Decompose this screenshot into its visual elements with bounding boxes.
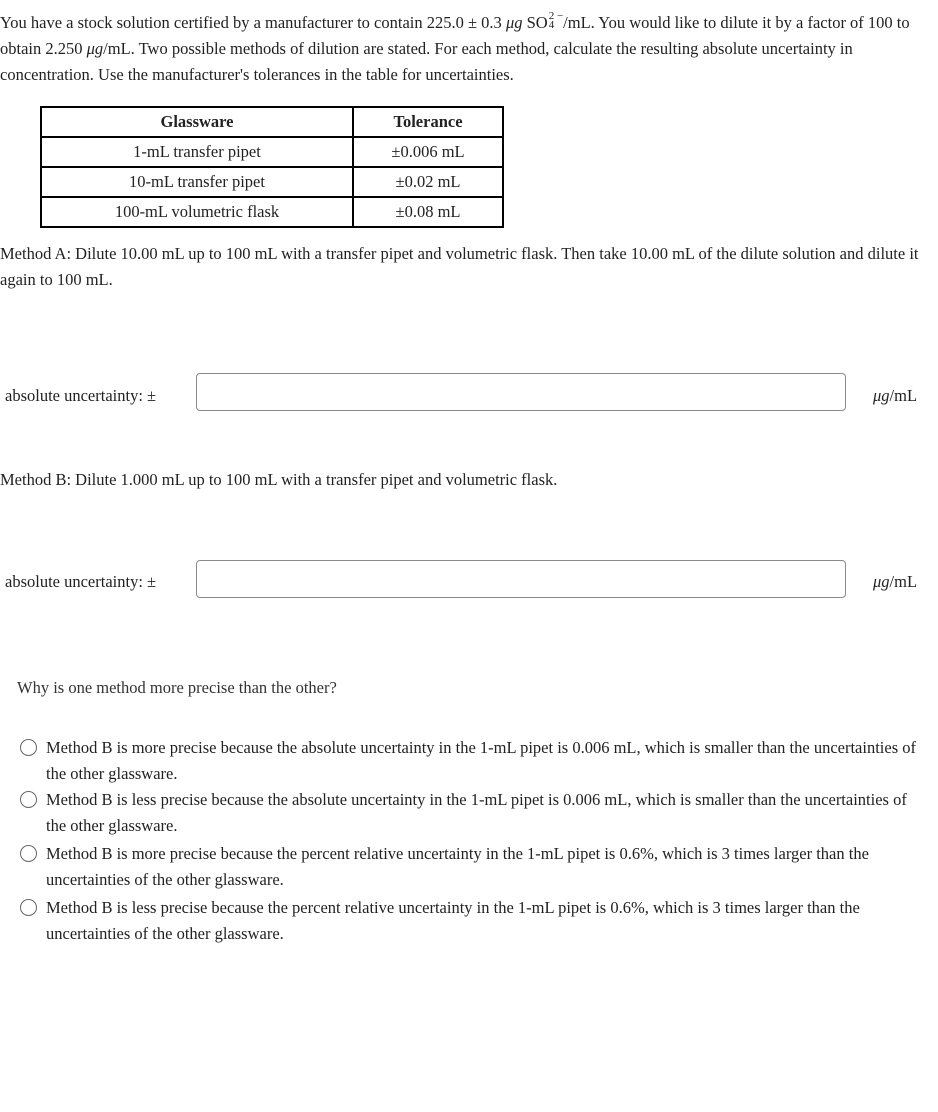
table-cell-glassware: 1-mL transfer pipet	[41, 137, 353, 167]
radio-button-3[interactable]	[20, 845, 37, 862]
method-b-uncertainty-input[interactable]	[196, 560, 846, 598]
answer-option-2-text: Method B is less precise because the absolute uncertainty in the 1-mL pipet is 0.006 mL, which is smaller than the uncertainties of the other glassware.	[46, 790, 907, 835]
answer-option-3-text: Method B is more precise because the percent relative uncertainty in the 1-mL pipet is 0.6%, which is 3 times larger than the uncertainties of the other glassware.	[46, 844, 869, 889]
table-header-glassware: Glassware	[41, 107, 353, 137]
method-b-unit-mu: μg	[873, 572, 890, 591]
method-b-description: Method B: Dilute 1.000 mL up to 100 mL with a transfer pipet and volumetric flask.	[0, 470, 558, 489]
table-cell-tolerance: ±0.02 mL	[353, 167, 503, 197]
intro-unit-mu: μg	[505, 13, 523, 32]
intro-unit-mu-2: μg	[86, 39, 104, 58]
ion-base: SO	[526, 13, 548, 32]
table-cell-glassware: 10-mL transfer pipet	[41, 167, 353, 197]
intro-text-3: /mL. Two possible methods of dilution are stated. For each method, calculate the resulting absolute uncertainty in concentration. Use the manufacturer's tolerances in the table for uncertainties.	[0, 39, 853, 84]
answer-option-4-text: Method B is less precise because the percent relative uncertainty in the 1-mL pipet is 0.6%, which is 3 times larger than the uncertainties of the other glassware.	[46, 898, 860, 943]
table-cell-glassware: 100-mL volumetric flask	[41, 197, 353, 227]
precision-question: Why is one method more precise than the other?	[17, 678, 337, 697]
method-a-unit-rest: /mL	[889, 386, 918, 405]
radio-button-4[interactable]	[20, 899, 37, 916]
ion-subscript: 4	[548, 19, 555, 32]
table-row	[41, 197, 503, 227]
table-row	[41, 167, 503, 197]
method-b-unit	[873, 572, 917, 592]
sulfate-ion	[526, 10, 564, 32]
method-b-uncertainty-label: absolute uncertainty: ±	[5, 572, 157, 591]
answer-option-1-text: Method B is more precise because the absolute uncertainty in the 1-mL pipet is 0.006 mL, which is smaller than the uncertainties of the other glassware.	[46, 738, 916, 783]
method-a-unit	[873, 386, 917, 406]
table-header-tolerance: Tolerance	[353, 107, 503, 137]
problem-statement	[0, 10, 934, 88]
answer-option-1[interactable]	[20, 735, 920, 787]
method-a-uncertainty-label: absolute uncertainty: ±	[5, 386, 157, 405]
answer-option-4[interactable]	[20, 895, 920, 947]
tolerance-table	[40, 106, 504, 228]
table-header-row	[41, 107, 503, 137]
method-a-description: Method A: Dilute 10.00 mL up to 100 mL with a transfer pipet and volumetric flask. Then take 10.00 mL of the dilute solution and dilute it again to 100 mL.	[0, 244, 919, 289]
table-row	[41, 137, 503, 167]
method-b-unit-rest: /mL	[889, 572, 918, 591]
answer-option-2[interactable]	[20, 787, 920, 839]
answer-option-3[interactable]	[20, 841, 920, 893]
intro-text-1: You have a stock solution certified by a manufacturer to contain 225.0 ± 0.3	[0, 13, 506, 32]
radio-button-1[interactable]	[20, 739, 37, 756]
table-cell-tolerance: ±0.08 mL	[353, 197, 503, 227]
radio-button-2[interactable]	[20, 791, 37, 808]
method-a-uncertainty-input[interactable]	[196, 373, 846, 411]
table-cell-tolerance: ±0.006 mL	[353, 137, 503, 167]
ion-charge: 2 −	[548, 10, 564, 23]
intro-text-2: /mL. You would like to dilute it by a factor of 100 to obtain 2.250	[0, 13, 910, 58]
method-a-unit-mu: μg	[873, 386, 890, 405]
